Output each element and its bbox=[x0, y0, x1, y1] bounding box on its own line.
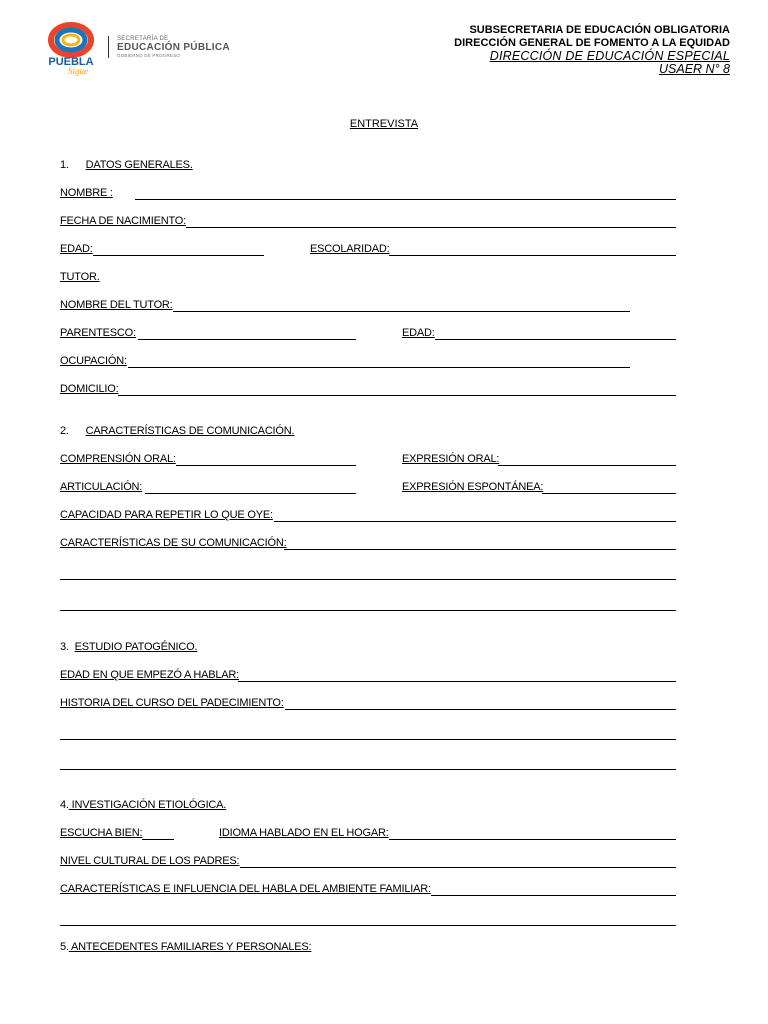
label-nombre-tutor: NOMBRE DEL TUTOR: bbox=[60, 299, 173, 311]
field-parentesco[interactable] bbox=[138, 339, 356, 340]
label-comprension-oral: COMPRENSIÓN ORAL: bbox=[60, 453, 176, 465]
section-2-title: CARACTERÍSTICAS DE COMUNICACIÓN. bbox=[85, 425, 295, 437]
section-1-title: DATOS GENERALES. bbox=[85, 159, 193, 171]
label-historia-padecimiento: HISTORIA DEL CURSO DEL PADECIMIENTO: bbox=[60, 697, 284, 709]
label-tutor: TUTOR. bbox=[60, 271, 100, 283]
field-nivel-cultural[interactable] bbox=[240, 867, 676, 868]
field-influencia-habla[interactable] bbox=[431, 895, 676, 896]
sep-tiny-text: GOBIERNO DE PROGRESO bbox=[117, 53, 181, 58]
label-nivel-cultural: NIVEL CULTURAL DE LOS PADRES: bbox=[60, 855, 240, 867]
section-5-title: ANTECEDENTES FAMILIARES Y PERSONALES: bbox=[68, 941, 312, 953]
field-idioma-hogar[interactable] bbox=[389, 839, 676, 840]
section-4-heading bbox=[60, 799, 226, 812]
field-expresion-oral[interactable] bbox=[498, 465, 676, 466]
label-parentesco: PARENTESCO: bbox=[60, 327, 136, 339]
header-line-4: USAER N° 8 bbox=[659, 62, 730, 76]
field-caracteristicas-line-2[interactable] bbox=[60, 579, 676, 580]
field-historia-line-2[interactable] bbox=[60, 739, 676, 740]
header-line-3: DIRECCIÓN DE EDUCACIÓN ESPECIAL bbox=[489, 49, 730, 63]
field-influencia-line-2[interactable] bbox=[60, 925, 676, 926]
field-ocupacion[interactable] bbox=[128, 367, 630, 368]
header-line-1: SUBSECRETARIA DE EDUCACIÓN OBLIGATORIA bbox=[469, 24, 730, 36]
field-nombre[interactable] bbox=[135, 199, 676, 200]
label-domicilio: DOMICILIO: bbox=[60, 383, 119, 395]
section-1-heading bbox=[60, 159, 193, 172]
label-expresion-espontanea: EXPRESIÓN ESPONTÁNEA: bbox=[402, 481, 544, 493]
field-comprension-oral[interactable] bbox=[176, 465, 356, 466]
label-idioma-hogar: IDIOMA HABLADO EN EL HOGAR: bbox=[219, 827, 389, 839]
field-nombre-tutor[interactable] bbox=[173, 311, 630, 312]
puebla-logo-text: PUEBLA bbox=[48, 56, 94, 68]
field-escolaridad[interactable] bbox=[389, 255, 676, 256]
label-edad: EDAD: bbox=[60, 243, 93, 255]
label-fecha-nacimiento: FECHA DE NACIMIENTO: bbox=[60, 215, 186, 227]
label-articulacion: ARTICULACIÓN: bbox=[60, 481, 143, 493]
label-influencia-habla: CARACTERÍSTICAS E INFLUENCIA DEL HABLA DEL AMBIENTE FAMILIAR: bbox=[60, 883, 431, 895]
section-3-title: ESTUDIO PATOGÉNICO. bbox=[74, 641, 198, 653]
section-4-title: INVESTIGACIÓN ETIOLÓGICA. bbox=[68, 799, 227, 811]
sep-logo bbox=[108, 36, 230, 58]
field-expresion-espontanea[interactable] bbox=[542, 493, 676, 494]
field-caracteristicas-line-3[interactable] bbox=[60, 610, 676, 611]
field-edad-empezo-hablar[interactable] bbox=[238, 681, 676, 682]
section-2-number: 2. bbox=[60, 425, 69, 437]
field-repetir[interactable] bbox=[274, 521, 676, 522]
label-repetir: CAPACIDAD PARA REPETIR LO QUE OYE: bbox=[60, 509, 273, 521]
field-historia-padecimiento[interactable] bbox=[285, 709, 676, 710]
section-2-heading bbox=[60, 425, 294, 438]
label-caracteristicas-comunicacion: CARACTERÍSTICAS DE SU COMUNICACIÓN: bbox=[60, 537, 287, 549]
field-fecha-nacimiento[interactable] bbox=[186, 227, 676, 228]
puebla-logo-subtext: Sigue bbox=[68, 66, 88, 76]
section-5-heading bbox=[60, 941, 311, 954]
label-ocupacion: OCUPACIÓN: bbox=[60, 355, 127, 367]
section-3-number: 3. bbox=[60, 641, 69, 653]
field-articulacion[interactable] bbox=[145, 493, 356, 494]
section-3-heading bbox=[60, 641, 197, 654]
section-1-number: 1. bbox=[60, 159, 69, 171]
field-edad-tutor[interactable] bbox=[435, 339, 676, 340]
header-line-2: DIRECCIÓN GENERAL DE FOMENTO A LA EQUIDAD bbox=[454, 37, 730, 49]
section-4-number: 4. bbox=[60, 799, 69, 811]
label-expresion-oral: EXPRESIÓN ORAL: bbox=[402, 453, 500, 465]
field-edad[interactable] bbox=[93, 255, 264, 256]
field-domicilio[interactable] bbox=[118, 395, 676, 396]
label-escolaridad: ESCOLARIDAD: bbox=[310, 243, 390, 255]
section-5-number: 5. bbox=[60, 941, 69, 953]
field-caracteristicas-comunicacion[interactable] bbox=[284, 549, 676, 550]
field-escucha-bien[interactable] bbox=[142, 839, 174, 840]
label-escucha-bien: ESCUCHA BIEN: bbox=[60, 827, 143, 839]
puebla-logo-icon bbox=[42, 20, 100, 76]
sep-big-text: EDUCACIÓN PÚBLICA bbox=[117, 42, 230, 53]
label-edad-tutor: EDAD: bbox=[402, 327, 435, 339]
header-block bbox=[454, 24, 730, 76]
sep-small-text: SECRETARÍA DE bbox=[117, 36, 169, 42]
page-title: ENTREVISTA bbox=[349, 118, 419, 130]
label-edad-empezo-hablar: EDAD EN QUE EMPEZÓ A HABLAR: bbox=[60, 669, 240, 681]
field-historia-line-3[interactable] bbox=[60, 769, 676, 770]
label-nombre: NOMBRE : bbox=[60, 187, 113, 199]
